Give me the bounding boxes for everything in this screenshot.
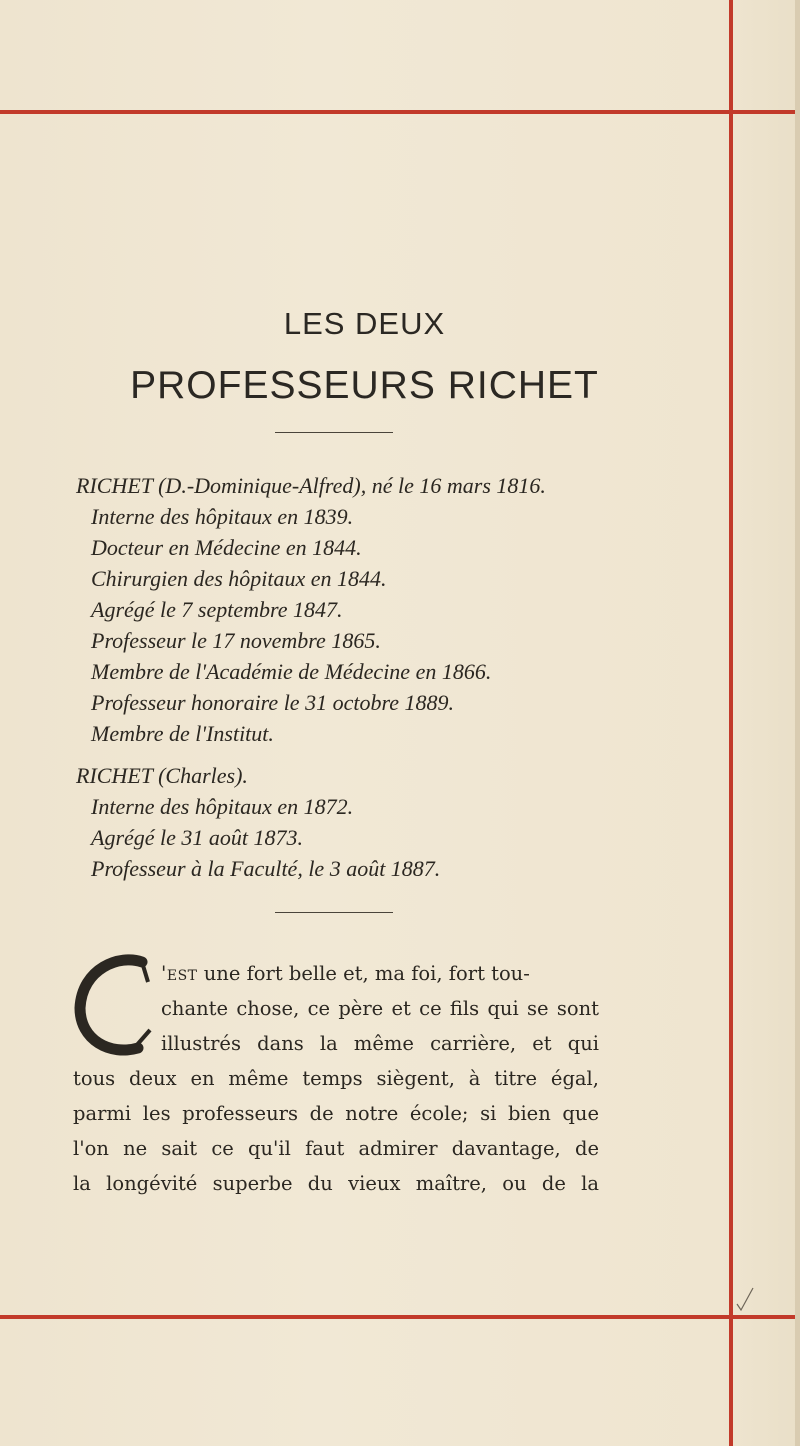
dropcap-c-ornament: [72, 952, 156, 1060]
entry-richet-charles: RICHET (Charles).: [76, 763, 248, 788]
entry-line: Professeur le 17 novembre 1865.: [91, 628, 381, 653]
separator-rule-top: [275, 432, 393, 433]
entry-line: Docteur en Médecine en 1844.: [91, 535, 362, 560]
top-red-rule: [0, 110, 800, 114]
body-line-6: l'on ne sait ce qu'il faut admirer davantage, de: [73, 1137, 599, 1160]
pencil-mark: [733, 1282, 763, 1312]
body-line-1: 'est une fort belle et, ma foi, fort tou-: [161, 962, 530, 985]
bottom-red-rule: [0, 1315, 800, 1319]
entry-line: Professeur à la Faculté, le 3 août 1887.: [91, 856, 441, 881]
body-line-3: illustrés dans la même carrière, et qui: [161, 1032, 599, 1055]
body-line-2: chante chose, ce père et ce fils qui se sont: [161, 997, 599, 1020]
body-line-4: tous deux en même temps siègent, à titre égal,: [73, 1067, 599, 1090]
title-line-2: PROFESSEURS RICHET: [130, 364, 599, 407]
entry-line: Interne des hôpitaux en 1839.: [91, 504, 354, 529]
separator-rule-bottom: [275, 912, 393, 913]
entry-line: Chirurgien des hôpitaux en 1844.: [91, 566, 387, 591]
right-red-rule: [729, 0, 733, 1446]
entry-line: Agrégé le 31 août 1873.: [91, 825, 304, 850]
entry-line: Interne des hôpitaux en 1872.: [91, 794, 354, 819]
first-word: 'est: [161, 962, 198, 985]
body-line-7: la longévité superbe du vieux maître, ou de la: [73, 1172, 599, 1195]
body-line-5: parmi les professeurs de notre école; si bien que: [73, 1102, 599, 1125]
entry-richet-alfred: RICHET (D.-Dominique-Alfred), né le 16 mars 1816.: [76, 473, 546, 498]
entry-line: Agrégé le 7 septembre 1847.: [91, 597, 343, 622]
entry-line: Membre de l'Institut.: [91, 721, 274, 746]
entry-line: Membre de l'Académie de Médecine en 1866.: [91, 659, 492, 684]
title-line-1: LES DEUX: [283, 306, 446, 341]
page-edge: [795, 0, 800, 1446]
entry-line: Professeur honoraire le 31 octobre 1889.: [91, 690, 454, 715]
